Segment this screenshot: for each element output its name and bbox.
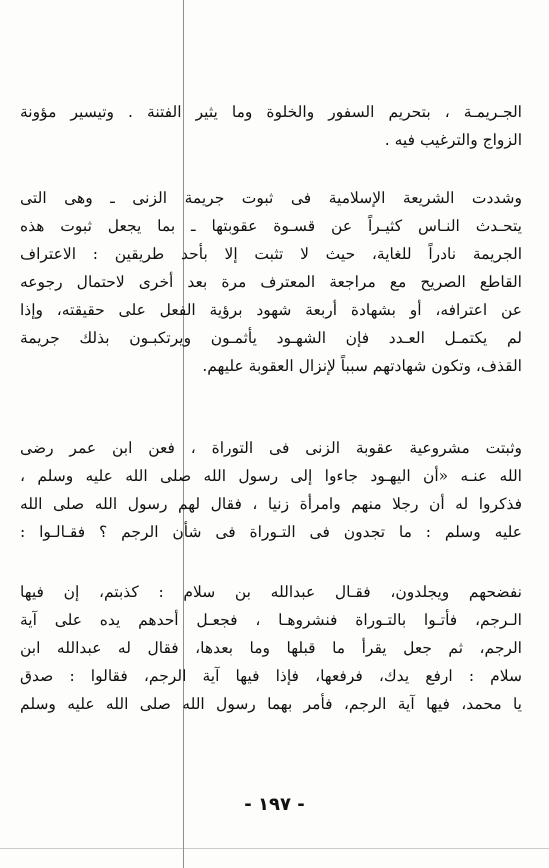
text-line: الجريمة نادراً للغاية، حيث لا تثبت إلا بأحد طريقين : الاعتراف [20,245,522,263]
text-line: القذف، وتكون شهادتهم سبباً لإنزال العقوبة عليهم. [202,357,522,375]
paragraph-3 [20,434,522,546]
text-line: عن اعترافه، أو بشهادة أربعة شهود برؤية الفعل على حقيقته، وإذا [20,301,522,319]
paragraph-1 [20,98,522,154]
text-line: عليه وسلم : ما تجدون فى التـوراة فى شأن الرجم ؟ فقـالـوا : [20,523,522,541]
text-line: وثبتت مشروعية عقوبة الزنى فى التوراة ، فعن ابن عمر رضى [20,439,522,457]
text-line: فذكروا له أن رجلا منهم وامرأة زنيا ، فقال لهم رسول الله صلى الله [20,495,522,513]
text-line: نفضحهم ويجلدون، فقـال عبدالله بن سلام : كذبتم، إن فيها [20,583,522,601]
text-line: يا محمد، فيها آية الرجم، فأمر بهما رسول الله صلى الله عليه وسلم [20,695,522,713]
text-line: لم يكتمـل العـدد فإن الشهـود يأثمـون ويرتكبـون بذلك جريمة [20,329,522,347]
text-line: القاطع الصريح مع مراجعة المعترف مرة بعد أخرى لاحتمال رجوعه [20,273,522,291]
text-line: سلام : ارفع يدك، فرفعها، فإذا فيها آية الرجم، فقالوا : صدق [20,667,522,685]
text-line: الزواج والترغيب فيه . [384,131,522,149]
paragraph-4 [20,578,522,718]
text-line: يتحـدث النـاس كثيـراً عن قسـوة عقوبتها ـ بما يجعل ثبوت هذه [20,217,522,235]
text-line: وشددت الشريعة الإسلامية فى ثبوت جريمة الزنى ـ وهى التى [20,189,522,207]
page-number: - ١٩٧ - [244,794,305,815]
text-line: الـرجم، فأتـوا بالتـوراة فنشروهـا ، فجعـل أحدهم يده على آية [20,611,522,629]
text-line: الرجم، ثم جعل يقرأ ما قبلها وما بعدها، فقال له عبدالله ابن [20,639,522,657]
text-line: الجـريمـة ، بتحريم السفور والخلوة وما يثير الفتنة . وتيسير مؤونة [20,103,522,121]
paragraph-2 [20,184,522,380]
text-line: الله عنـه «أن اليهـود جاءوا إلى رسول الله صلى الله عليه وسلم ، [20,467,522,485]
page-bottom-edge [0,848,549,849]
